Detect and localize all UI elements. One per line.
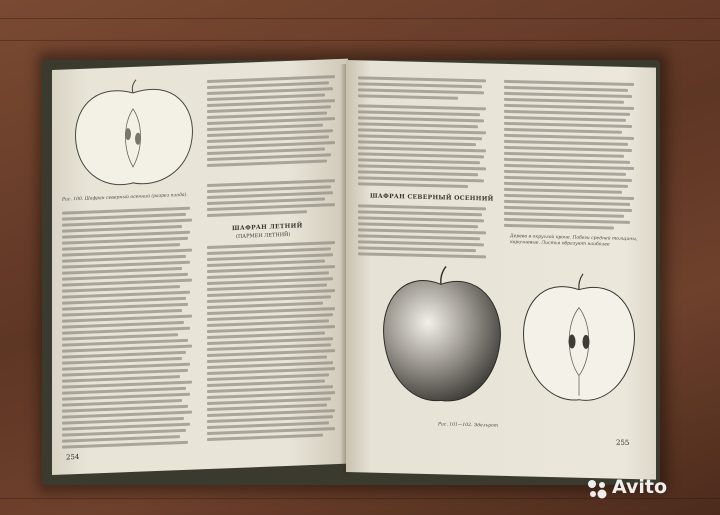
wood-grain bbox=[0, 498, 720, 499]
avito-logo-icon bbox=[586, 478, 608, 500]
apple-cross-section-illustration bbox=[514, 270, 644, 413]
section-heading: ШАФРАН СЕВЕРНЫЙ ОСЕННИЙ bbox=[370, 192, 494, 203]
wood-grain bbox=[0, 40, 720, 41]
right-page bbox=[346, 60, 656, 480]
figure-caption: Рис. 100. Шафран северный осенний (разрез плода). bbox=[62, 192, 188, 203]
wood-grain bbox=[0, 18, 720, 19]
avito-watermark: Avito bbox=[612, 476, 668, 498]
page-number-right: 255 bbox=[616, 438, 630, 447]
section-heading: ШАФРАН ЛЕТНИЙ bbox=[232, 222, 303, 233]
page-number-left: 254 bbox=[66, 452, 80, 462]
apple-section-illustration bbox=[68, 76, 198, 196]
left-page bbox=[52, 59, 348, 475]
section-subheading: (ПАРМЕН ЛЕТНИЙ) bbox=[236, 231, 291, 240]
whole-apple-illustration bbox=[376, 261, 506, 414]
side-caption: Дерево в округлой кроне. Побеги средней толщины, коричневые. Листья образуют наиболее bbox=[510, 234, 638, 248]
figure-caption: Рис. 101—102. Эдельрот bbox=[438, 422, 498, 429]
